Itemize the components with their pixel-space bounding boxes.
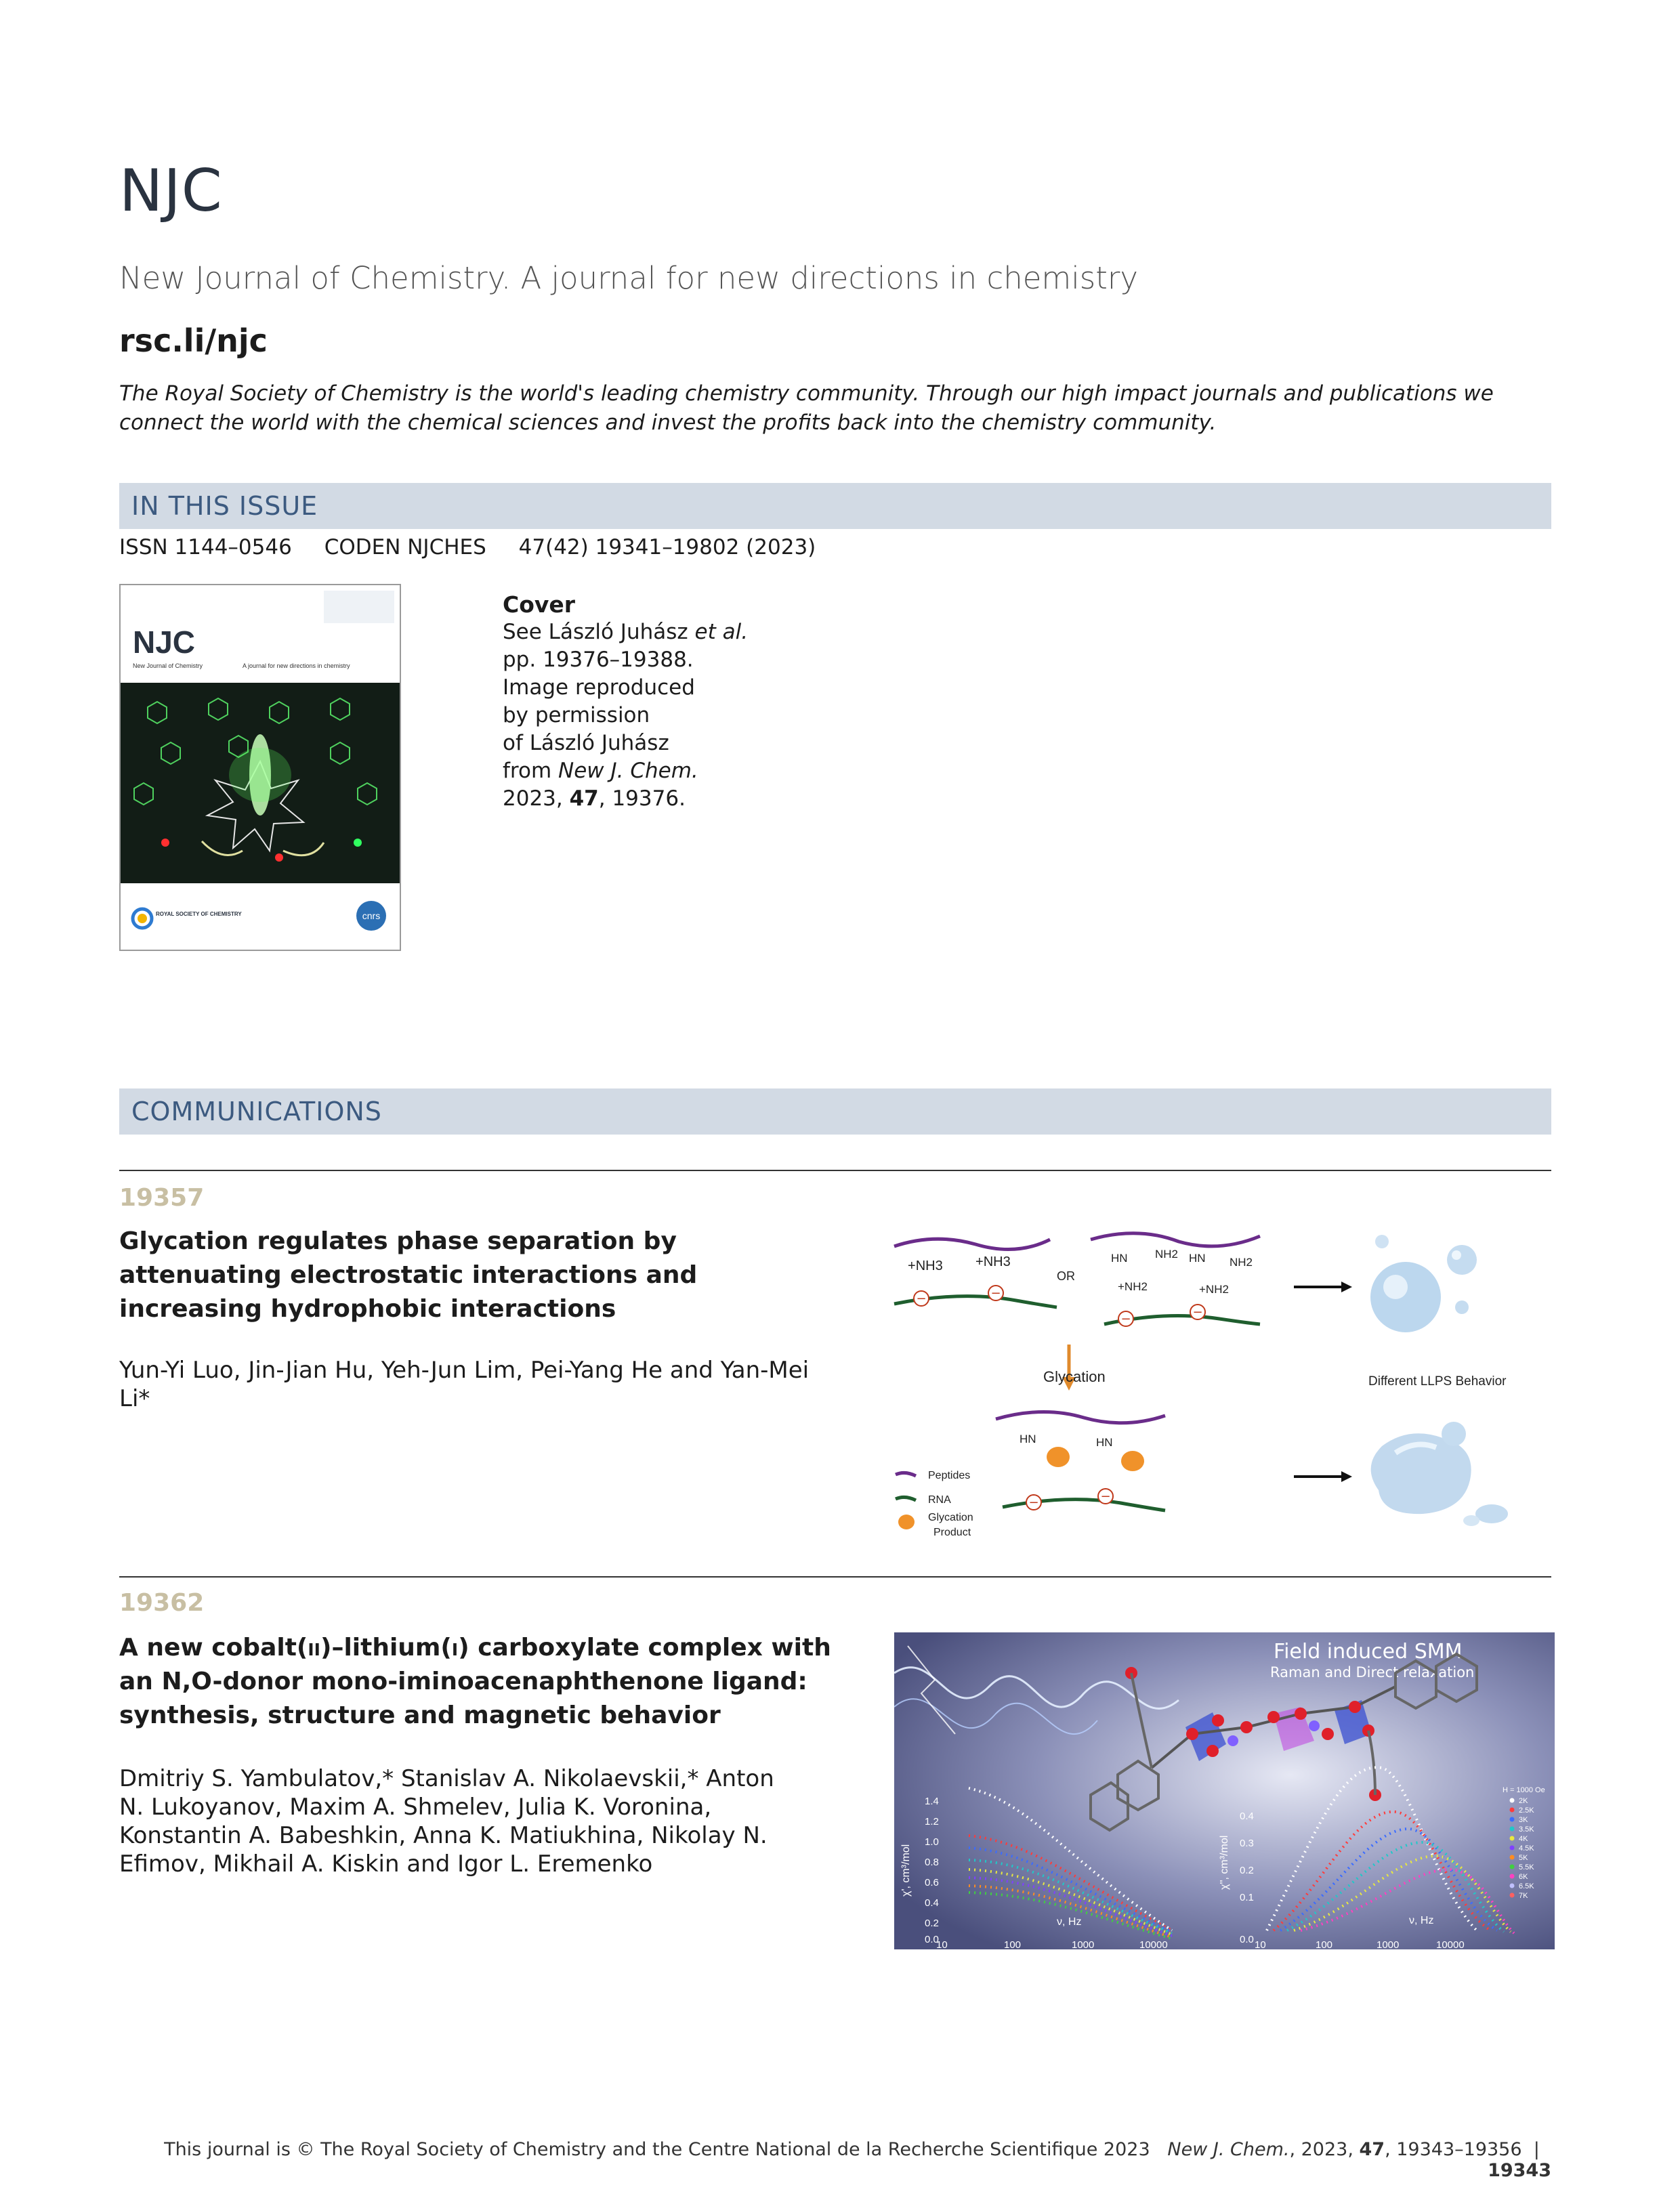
volume-pages: 47(42) 19341–19802 (2023)	[518, 535, 816, 559]
svg-text:1.2: 1.2	[925, 1816, 939, 1827]
cover-njc-logo: NJC	[133, 625, 196, 660]
article-authors: Dmitriy S. Yambulatov,* Stanislav A. Nikolaevskii,* Anton N. Lukoyanov, Maxim A. Shmelev, Julia K. Voronina, Konstantin A. Babeshkin, Anna K. Matiukhina, Nikolay N. Efimov, Mikhail A. Kiskin and Igor L. Eremenko	[119, 1765, 774, 1878]
article-page-number[interactable]: 19362	[119, 1589, 205, 1617]
issn: ISSN 1144–0546	[119, 535, 292, 559]
svg-text:1.0: 1.0	[925, 1836, 939, 1848]
coden: CODEN NJCHES	[324, 535, 486, 559]
divider	[119, 1170, 1551, 1171]
svg-text:NH2: NH2	[1155, 1248, 1179, 1261]
copyright-text: This journal is © The Royal Society of Chemistry and the Centre National de la Recherche Scientifique 2023	[164, 2139, 1150, 2160]
svg-text:Raman and Direct relaxation: Raman and Direct relaxation	[1270, 1664, 1475, 1680]
cover-see-line: See László Juhász et al.	[503, 620, 749, 644]
smm-heading: Field induced SMM	[1274, 1640, 1463, 1664]
svg-text:0.1: 0.1	[1240, 1892, 1254, 1903]
svg-text:1.4: 1.4	[925, 1796, 939, 1807]
svg-text:NH2: NH2	[1230, 1256, 1253, 1269]
legend-marker	[1510, 1874, 1515, 1879]
svg-text:HN: HN	[1111, 1252, 1128, 1265]
svg-text:1000: 1000	[1377, 1939, 1400, 1949]
svg-text:−: −	[1028, 1496, 1039, 1510]
journal-url[interactable]: rsc.li/njc	[119, 322, 268, 359]
journal-abbreviation: NJC	[119, 157, 223, 225]
svg-text:10: 10	[936, 1939, 948, 1949]
svg-text:−: −	[916, 1292, 927, 1306]
svg-text:0.4: 0.4	[1240, 1811, 1254, 1822]
svg-text:ν, Hz: ν, Hz	[1057, 1916, 1082, 1928]
glycation-graphical-abstract[interactable]	[881, 1223, 1545, 1541]
legend-marker	[1510, 1884, 1515, 1888]
svg-text:Peptides: Peptides	[928, 1470, 971, 1481]
svg-text:HN: HN	[1096, 1436, 1113, 1449]
svg-text:+NH3: +NH3	[975, 1254, 1011, 1269]
svg-text:cnrs: cnrs	[362, 910, 381, 921]
svg-text:+NH2: +NH2	[1199, 1283, 1229, 1296]
svg-text:100: 100	[1316, 1939, 1333, 1949]
legend-marker	[1510, 1855, 1515, 1860]
svg-text:−: −	[1192, 1305, 1203, 1319]
svg-text:ν, Hz: ν, Hz	[1409, 1915, 1434, 1926]
footer-page-number: 19343	[1488, 2160, 1551, 2181]
legend-marker	[1510, 1836, 1515, 1841]
svg-text:+NH3: +NH3	[908, 1258, 943, 1273]
legend-marker	[1510, 1817, 1515, 1822]
cover-illustration	[121, 585, 400, 950]
svg-text:0.8: 0.8	[925, 1857, 939, 1868]
legend-label: 7K	[1519, 1892, 1528, 1900]
legend-label: 3K	[1519, 1816, 1528, 1824]
cover-image[interactable]	[119, 584, 401, 951]
divider	[119, 1576, 1551, 1578]
legend-marker	[1510, 1846, 1515, 1850]
svg-text:Glycation: Glycation	[1043, 1368, 1106, 1385]
smm-graphical-abstract[interactable]	[894, 1632, 1555, 1949]
svg-text:HN: HN	[1020, 1433, 1036, 1445]
svg-text:ROYAL SOCIETY OF CHEMISTRY: ROYAL SOCIETY OF CHEMISTRY	[156, 911, 242, 917]
svg-text:New Journal of Chemistry: New Journal of Chemistry	[133, 662, 203, 669]
legend-marker	[1510, 1798, 1515, 1803]
svg-text:OR: OR	[1057, 1269, 1075, 1283]
legend-label: 6.5K	[1519, 1882, 1534, 1890]
svg-text:10: 10	[1255, 1939, 1266, 1949]
svg-text:H = 1000 Oe: H = 1000 Oe	[1503, 1786, 1545, 1794]
svg-text:0.2: 0.2	[925, 1918, 939, 1929]
cover-caption: Cover See László Juhász et al. pp. 19376–19388. Image reproduced by permission of László Juhász from New J. Chem. 2023, 47, 19376.	[503, 591, 749, 811]
svg-text:0.2: 0.2	[1240, 1865, 1254, 1876]
glycation-figure	[881, 1223, 1545, 1541]
svg-text:0.6: 0.6	[925, 1877, 939, 1888]
svg-text:+NH2: +NH2	[1118, 1280, 1148, 1293]
svg-text:−: −	[1100, 1489, 1111, 1504]
smm-figure	[894, 1632, 1555, 1949]
svg-text:Glycation: Glycation	[928, 1512, 973, 1523]
svg-text:χ'', cm³/mol: χ'', cm³/mol	[1219, 1835, 1230, 1890]
svg-text:100: 100	[1004, 1939, 1022, 1949]
communications-band	[119, 1088, 1551, 1135]
issue-metadata	[119, 535, 841, 559]
article-page-number[interactable]: 19357	[119, 1184, 205, 1212]
legend-marker	[1510, 1893, 1515, 1898]
legend-label: 2.5K	[1519, 1806, 1534, 1815]
svg-text:0.0: 0.0	[1240, 1934, 1254, 1945]
svg-text:χ', cm³/mol: χ', cm³/mol	[900, 1844, 912, 1897]
svg-text:−: −	[1120, 1312, 1131, 1326]
legend-marker	[1510, 1827, 1515, 1832]
legend-label: 3.5K	[1519, 1825, 1534, 1834]
rsc-statement: The Royal Society of Chemistry is the world's leading chemistry community. Through our high impact journals and publications we connect the world with the chemical sciences and invest the profits back into the chemistry community.	[119, 381, 1494, 435]
svg-text:0.3: 0.3	[1240, 1838, 1254, 1849]
svg-text:−: −	[990, 1286, 1001, 1300]
svg-text:Product: Product	[933, 1527, 971, 1538]
svg-text:0.4: 0.4	[925, 1897, 939, 1909]
svg-text:Different LLPS Behavior: Different LLPS Behavior	[1368, 1374, 1507, 1389]
svg-text:RNA: RNA	[928, 1494, 951, 1506]
cover-pages[interactable]: pp. 19376–19388.	[503, 648, 694, 672]
journal-subtitle: New Journal of Chemistry. A journal for new directions in chemistry	[119, 260, 1138, 296]
legend-label: 5K	[1519, 1854, 1528, 1862]
legend-marker	[1510, 1808, 1515, 1813]
legend-label: 5.5K	[1519, 1863, 1534, 1871]
legend-label: 4.5K	[1519, 1844, 1534, 1853]
svg-text:A journal for new directions i: A journal for new directions in chemistry	[243, 662, 350, 669]
svg-text:10000: 10000	[1436, 1939, 1465, 1949]
band-label: IN THIS ISSUE	[131, 491, 318, 521]
article-authors: Yun-Yi Luo, Jin-Jian Hu, Yeh-Jun Lim, Pei-Yang He and Yan-Mei Li*	[119, 1357, 810, 1412]
legend-label: 2K	[1519, 1797, 1528, 1805]
svg-text:0.0: 0.0	[925, 1934, 939, 1945]
in-this-issue-band	[119, 483, 1551, 529]
svg-text:HN: HN	[1189, 1252, 1206, 1265]
footer-volume: 47	[1359, 2139, 1385, 2160]
cover-label: Cover	[503, 591, 576, 618]
article-title[interactable]: A new cobalt(ii)–lithium(i) carboxylate complex with an N,O-donor mono-iminoacenaphthenone ligand: synthesis, structure and magnetic behavior	[119, 1634, 831, 1729]
article-title[interactable]: Glycation regulates phase separation by attenuating electrostatic interactions and increasing hydrophobic interactions	[119, 1227, 698, 1323]
band-label: COMMUNICATIONS	[131, 1097, 382, 1126]
svg-text:1000: 1000	[1072, 1939, 1095, 1949]
legend-label: 4K	[1519, 1835, 1528, 1843]
page-footer: This journal is © The Royal Society of Chemistry and the Centre National de la Recherche Scientifique 2023 New J. Chem., 2023, 47, 19343–19356 | 19343	[164, 2139, 1551, 2181]
legend-marker	[1510, 1865, 1515, 1869]
svg-text:10000: 10000	[1139, 1939, 1168, 1949]
legend-label: 6K	[1519, 1873, 1528, 1881]
footer-journal: New J. Chem.	[1167, 2139, 1290, 2160]
